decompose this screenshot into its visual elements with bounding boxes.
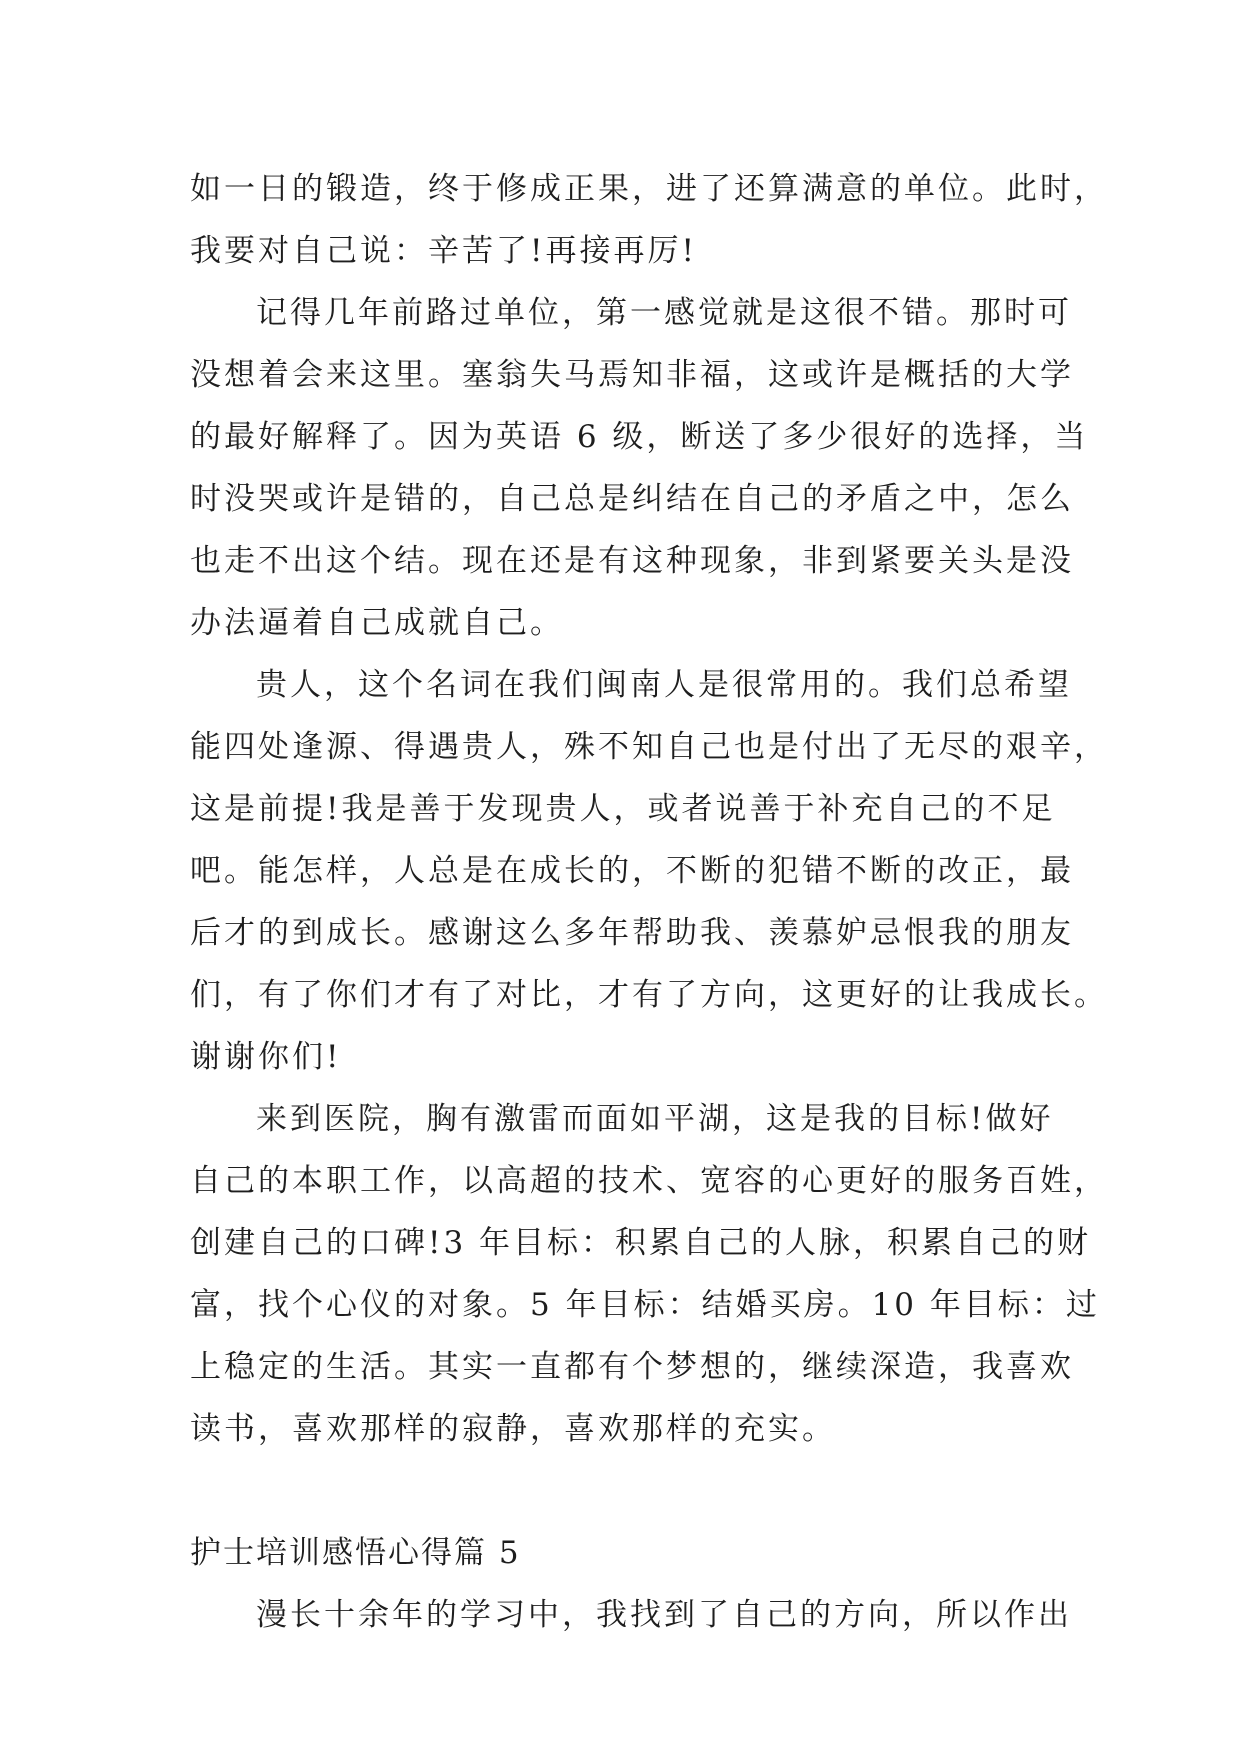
section-gap <box>190 1460 1052 1522</box>
paragraph-4 <box>190 1088 1108 1460</box>
text-line: 的最好解释了。因为英语 6 级，断送了多少很好的选择，当 <box>190 419 1089 455</box>
text-line: 创建自己的口碑!3 年目标：积累自己的人脉，积累自己的财 <box>190 1225 1092 1261</box>
paragraph-3 <box>190 654 1108 1088</box>
text-line: 记得几年前路过单位，第一感觉就是这很不错。那时可 <box>256 295 1072 331</box>
text-line: 自己的本职工作，以高超的技术、宽容的心更好的服务百姓， <box>190 1163 1108 1199</box>
text-line: 时没哭或许是错的，自己总是纠结在自己的矛盾之中，怎么 <box>190 481 1074 517</box>
text-line: 后才的到成长。感谢这么多年帮助我、羡慕妒忌恨我的朋友 <box>190 915 1074 951</box>
text-line: 漫长十余年的学习中，我找到了自己的方向，所以作出 <box>256 1597 1072 1633</box>
paragraph-1 <box>190 158 1108 282</box>
text-line: 谢谢你们! <box>190 1039 342 1075</box>
text-line: 如一日的锻造，终于修成正果，进了还算满意的单位。此时， <box>190 171 1108 207</box>
text-line: 上稳定的生活。其实一直都有个梦想的，继续深造，我喜欢 <box>190 1349 1074 1385</box>
text-line: 也走不出这个结。现在还是有这种现象，非到紧要关头是没 <box>190 543 1074 579</box>
text-line: 读书，喜欢那样的寂静，喜欢那样的充实。 <box>190 1411 836 1447</box>
text-line: 来到医院，胸有激雷而面如平湖，这是我的目标!做好 <box>256 1101 1054 1137</box>
document-body <box>190 158 1108 1646</box>
paragraph-2 <box>190 282 1089 654</box>
text-line: 这是前提!我是善于发现贵人，或者说善于补充自己的不足 <box>190 791 1056 827</box>
text-line: 富，找个心仪的对象。5 年目标：结婚买房。10 年目标：过 <box>190 1287 1100 1323</box>
text-line: 贵人，这个名词在我们闽南人是很常用的。我们总希望 <box>256 667 1072 703</box>
text-line: 办法逼着自己成就自己。 <box>190 605 564 641</box>
text-line: 能四处逢源、得遇贵人，殊不知自己也是付出了无尽的艰辛， <box>190 729 1108 765</box>
text-line: 吧。能怎样，人总是在成长的，不断的犯错不断的改正，最 <box>190 853 1074 889</box>
text-line: 没想着会来这里。塞翁失马焉知非福，这或许是概括的大学 <box>190 357 1074 393</box>
text-line: 们，有了你们才有了对比，才有了方向，这更好的让我成长。 <box>190 977 1108 1013</box>
text-line: 我要对自己说：辛苦了!再接再厉! <box>190 233 697 269</box>
section-heading: 护士培训感悟心得篇 5 <box>190 1535 521 1571</box>
